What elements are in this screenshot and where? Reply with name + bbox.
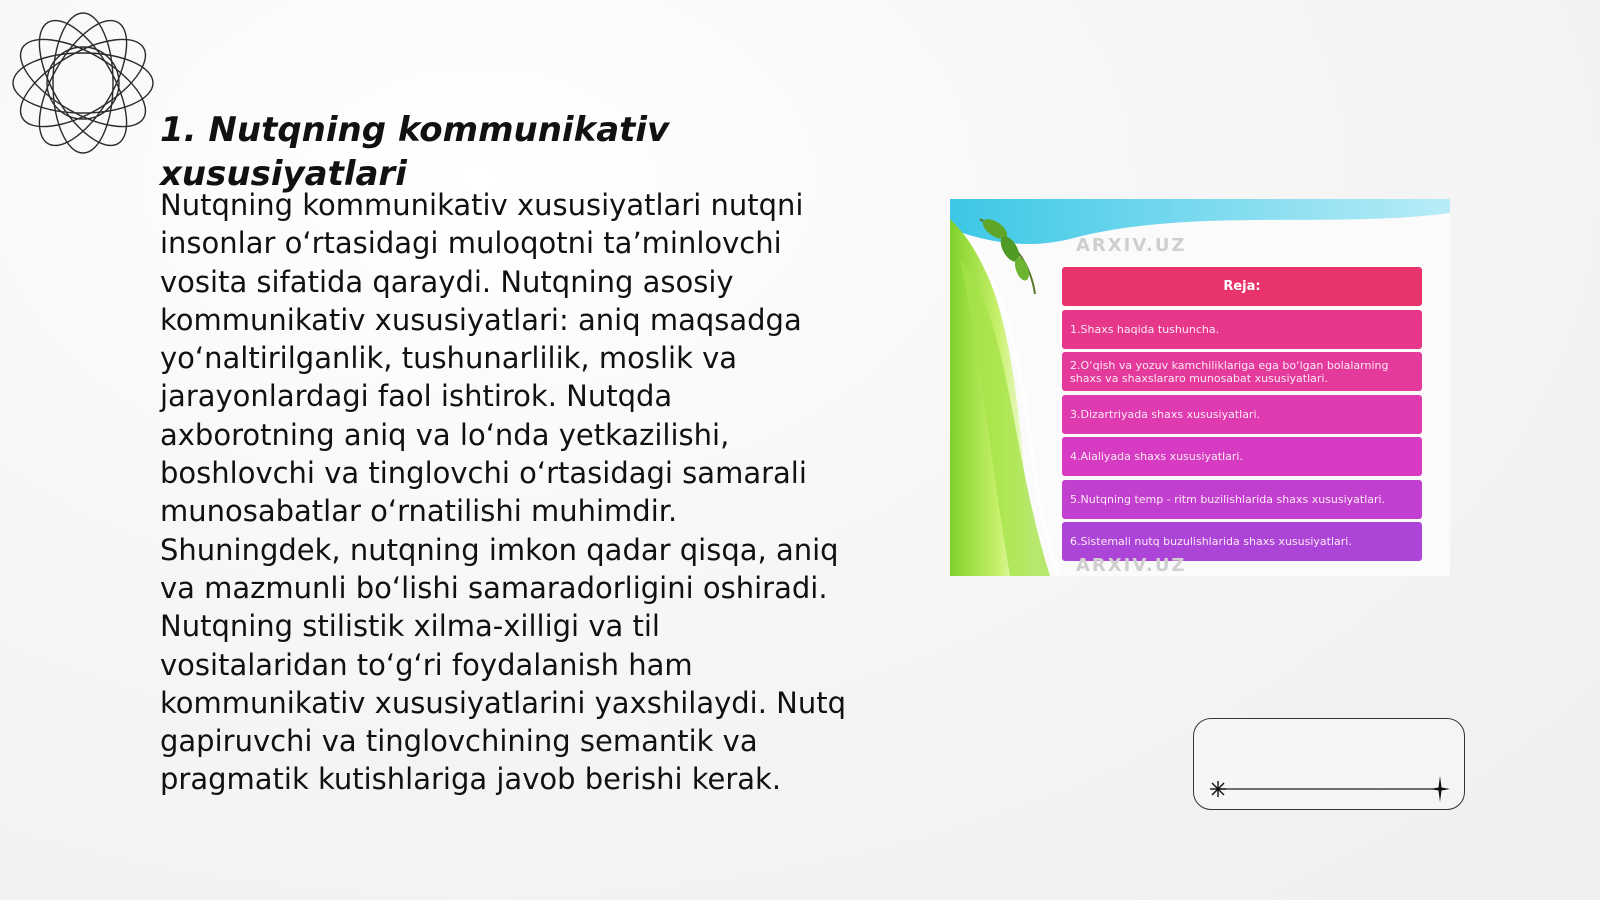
slide-body-text: Nutqning kommunikativ xususiyatlari nutqni insonlar o‘rtasidagi muloqotni ta’minlovchi vosita sifatida qaraydi. Nutqning asosiy kommunikativ xususiyatlari: aniq maqsadga yo‘naltirilganlik, tushunarlilik, moslik va jarayonlardagi faol ishtirok. Nutqda axborotning aniq va lo‘nda yetkazilishi, boshlovchi va tinglovchi o‘rtasidagi samarali munosabatlar o‘rnatilishi muhimdir. Shuningdek, nutqning imkon qadar qisqa, aniq va mazmunli bo‘lishi samaradorligini oshiradi. Nutqning stilistik xilma-xilligi va til vositalaridan to‘g‘ri foydalanish ham kommunikativ xususiyatlarini yaxshilaydi. Nutq gapiruvchi va tinglovchining semantik va pragmatik kutishlariga javob berishi kerak. [160,188,847,797]
plan-item-6: 6.Sistemali nutq buzulishlarida shaxs xususiyatlari. [1062,522,1422,561]
plus-sparkle-icon [1430,776,1450,802]
watermark-bottom: ARXIV.UZ [1076,555,1187,576]
sparkle-star-icon [1210,781,1226,797]
decorative-rounded-box [1193,718,1465,810]
rosette-ornament-icon [8,8,158,158]
plan-item-3: 3.Dizartriyada shaxs xususiyatlari. [1062,395,1422,434]
embedded-slide-image [950,199,1450,576]
plan-header: Reja: [1062,267,1422,306]
plan-item-2: 2.O‘qish va yozuv kamchiliklariga ega bo‘lgan bolalarning shaxs va shaxslararo munosabat xususiyatlari. [1062,352,1422,391]
slide-title: 1. Nutqning kommunikativ xususiyatlari [160,110,670,194]
plan-item-5: 5.Nutqning temp - ritm buzilishlarida shaxs xususiyatlari. [1062,480,1422,519]
plan-item-1: 1.Shaxs haqida tushuncha. [1062,310,1422,349]
watermark-top: ARXIV.UZ [1076,235,1187,256]
plan-item-4: 4.Alaliyada shaxs xususiyatlari. [1062,437,1422,476]
